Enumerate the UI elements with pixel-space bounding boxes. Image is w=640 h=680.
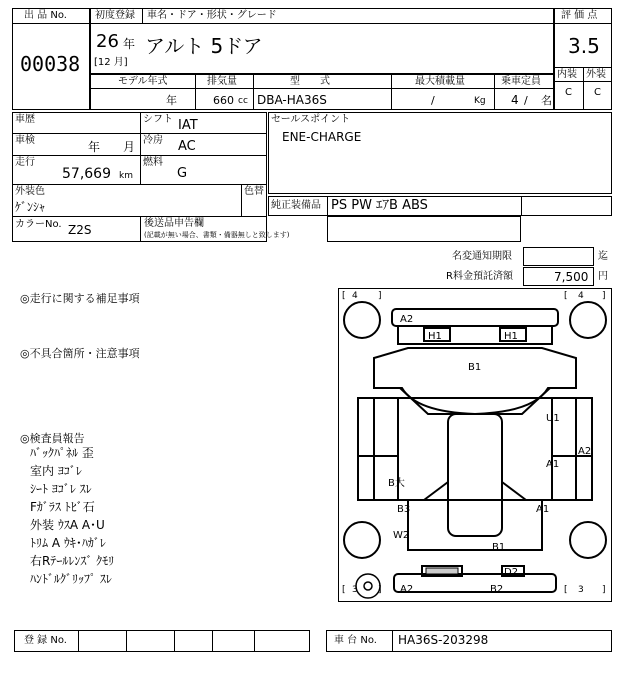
after-doc-note: (記載が無い場合、書類・備器無しと致します) [144, 231, 290, 239]
tire-bracket: [ [342, 585, 346, 595]
wheel-front-right [570, 302, 606, 338]
interior-grade: C [565, 87, 572, 98]
damage-a2-right: A2 [578, 446, 592, 457]
damage-b2-rear: B2 [490, 584, 504, 595]
lot-no: 00038 [20, 52, 81, 76]
after-doc-label: 後送品申告欄 [144, 218, 204, 229]
recycle-unit: 円 [598, 271, 608, 282]
first-reg-label: 初度登録 [95, 10, 135, 21]
hood [374, 348, 576, 414]
car-name: アルト 5ドア [145, 34, 263, 58]
rear-hatch [408, 482, 542, 550]
sales-points-label: セールスポイント [271, 114, 351, 125]
max-load-unit: Kg [474, 96, 486, 106]
fuel-value: G [177, 166, 188, 181]
defects-label: ◎不具合箇所・注意事項 [20, 347, 140, 360]
exterior-grade: C [594, 87, 601, 98]
tire-bracket: ] [378, 291, 382, 301]
ext-color-value: ｹﾞﾝｼｬ [15, 200, 46, 214]
capacity-slash: / [524, 94, 528, 107]
score-label: 評 価 点 [561, 10, 598, 21]
inspector-line: ｼｰﾄ ﾖｺﾞﾚ ｽﾚ [30, 482, 92, 496]
damage-b1-rear: B1 [492, 542, 506, 553]
inspector-line: 外装 ｳｽA A･U [30, 518, 105, 532]
inspector-label: ◎検査員報告 [20, 432, 85, 445]
sales-points-value: ENE-CHARGE [282, 130, 362, 144]
color-no-value: Z2S [68, 223, 92, 237]
ext-color-label: 外装色 [15, 186, 45, 197]
score: 3.5 [568, 34, 600, 58]
damage-h1-left: H1 [428, 331, 442, 342]
chassis-label: 車 台 No. [334, 635, 377, 646]
history-label: 車歴 [15, 114, 35, 125]
chassis-no: HA36S-203298 [398, 633, 489, 647]
tire-count-fl: 4 [352, 291, 358, 301]
damage-u1: U1 [546, 413, 560, 424]
transfer-limit-box [523, 247, 594, 266]
capacity-label: 乗車定員 [501, 76, 541, 87]
type-label: 型 式 [290, 76, 330, 87]
shift-value: IAT [178, 118, 198, 133]
equipment-value: PS PW ｴｱB ABS [331, 198, 428, 213]
ac-label: 冷房 [143, 135, 163, 146]
recycle-label: R料金預託済額 [446, 271, 513, 282]
first-reg-year-unit: 年 [123, 37, 136, 51]
model-year-label: モデル年式 [118, 76, 168, 87]
inspector-line: ﾊﾞｯｸﾊﾟﾈﾙ 歪 [30, 446, 94, 460]
transfer-limit-unit: 迄 [598, 251, 608, 262]
shift-label: シフト [143, 114, 173, 125]
color-no-label: カラーNo. [15, 219, 62, 230]
tire-bracket: [ [564, 291, 568, 301]
wheel-rear-left [344, 522, 380, 558]
tire-count-rr: 3 [578, 585, 584, 595]
wheel-rear-right [570, 522, 606, 558]
damage-b1-hood: B1 [468, 362, 482, 373]
inspector-line: ﾊﾝﾄﾞﾙｸﾞﾘｯﾌﾟ ｽﾚ [30, 572, 112, 586]
interior-label: 内装 [557, 69, 577, 80]
max-load-label: 最大積載量 [415, 76, 465, 87]
tire-bracket: ] [602, 585, 606, 595]
wheel-front-left [344, 302, 380, 338]
roof [448, 414, 502, 536]
car-name-label: 車名・ドア・形状・グレード [147, 10, 277, 21]
tire-count-rl: 3 [352, 585, 358, 595]
equipment-label: 純正装備品 [271, 200, 321, 211]
driving-notes-label: ◎走行に関する補足事項 [20, 292, 140, 305]
model-year-unit: 年 [166, 94, 177, 107]
front-bumper [392, 309, 558, 326]
damage-w2: W2 [393, 530, 410, 541]
tire-count-fr: 4 [578, 291, 584, 301]
tire-bracket: [ [564, 585, 568, 595]
capacity-unit: 名 [541, 94, 552, 107]
car-diagram [338, 288, 612, 602]
model-type: DBA-HA36S [257, 93, 327, 107]
transfer-limit-label: 名変通知期限 [452, 251, 512, 262]
tire-bracket: ] [378, 585, 382, 595]
damage-a2-rear: A2 [400, 584, 414, 595]
mileage-value: 57,669 [62, 166, 111, 182]
inspector-line: 右Rﾃｰﾙﾚﾝｽﾞ ｸﾓﾘ [30, 554, 115, 568]
recycle-value: 7,500 [554, 270, 589, 284]
left-front-door [358, 398, 398, 456]
spare-tire [356, 574, 380, 598]
inspector-line: ﾄﾘﾑ A ｳｷ･ﾊｶﾞﾚ [30, 536, 106, 550]
displacement: 660 [213, 94, 234, 107]
damage-a1-right-upper: A1 [546, 459, 560, 470]
damage-b-dai: B大 [388, 478, 405, 489]
extra-box [327, 216, 521, 242]
inspector-line: Fｶﾞﾗｽ ﾄﾋﾞ石 [30, 500, 95, 514]
inspector-line: 室内 ﾖｺﾞﾚ [30, 464, 82, 478]
tire-bracket: [ [342, 291, 346, 301]
reg-no-label: 登 録 No. [24, 635, 67, 646]
damage-a1-right-lower: A1 [536, 504, 550, 515]
rear-bumper [394, 574, 556, 592]
exterior-label: 外装 [586, 69, 606, 80]
max-load-slash: / [431, 94, 435, 107]
inspection-year-unit: 年 [88, 140, 101, 154]
displacement-label: 排気量 [207, 76, 237, 87]
damage-b3: B3 [397, 504, 411, 515]
ac-value: AC [178, 139, 196, 154]
color-change-label: 色替 [244, 186, 264, 197]
first-reg-month: [12 月] [94, 57, 128, 68]
tire-bracket: ] [602, 291, 606, 301]
first-reg-year: 26 [96, 31, 119, 52]
lot-no-label: 出 品 No. [24, 10, 67, 21]
damage-d2: D2 [504, 567, 519, 578]
mileage-label: 走行 [15, 157, 35, 168]
inspection-label: 車検 [15, 135, 35, 146]
damage-h1-right: H1 [504, 331, 518, 342]
displacement-unit: cc [238, 96, 248, 106]
capacity: 4 [511, 93, 519, 107]
damage-a2-front: A2 [400, 314, 414, 325]
fuel-label: 燃料 [143, 157, 163, 168]
mileage-unit: km [119, 171, 133, 181]
inspection-month-unit: 月 [123, 140, 136, 154]
